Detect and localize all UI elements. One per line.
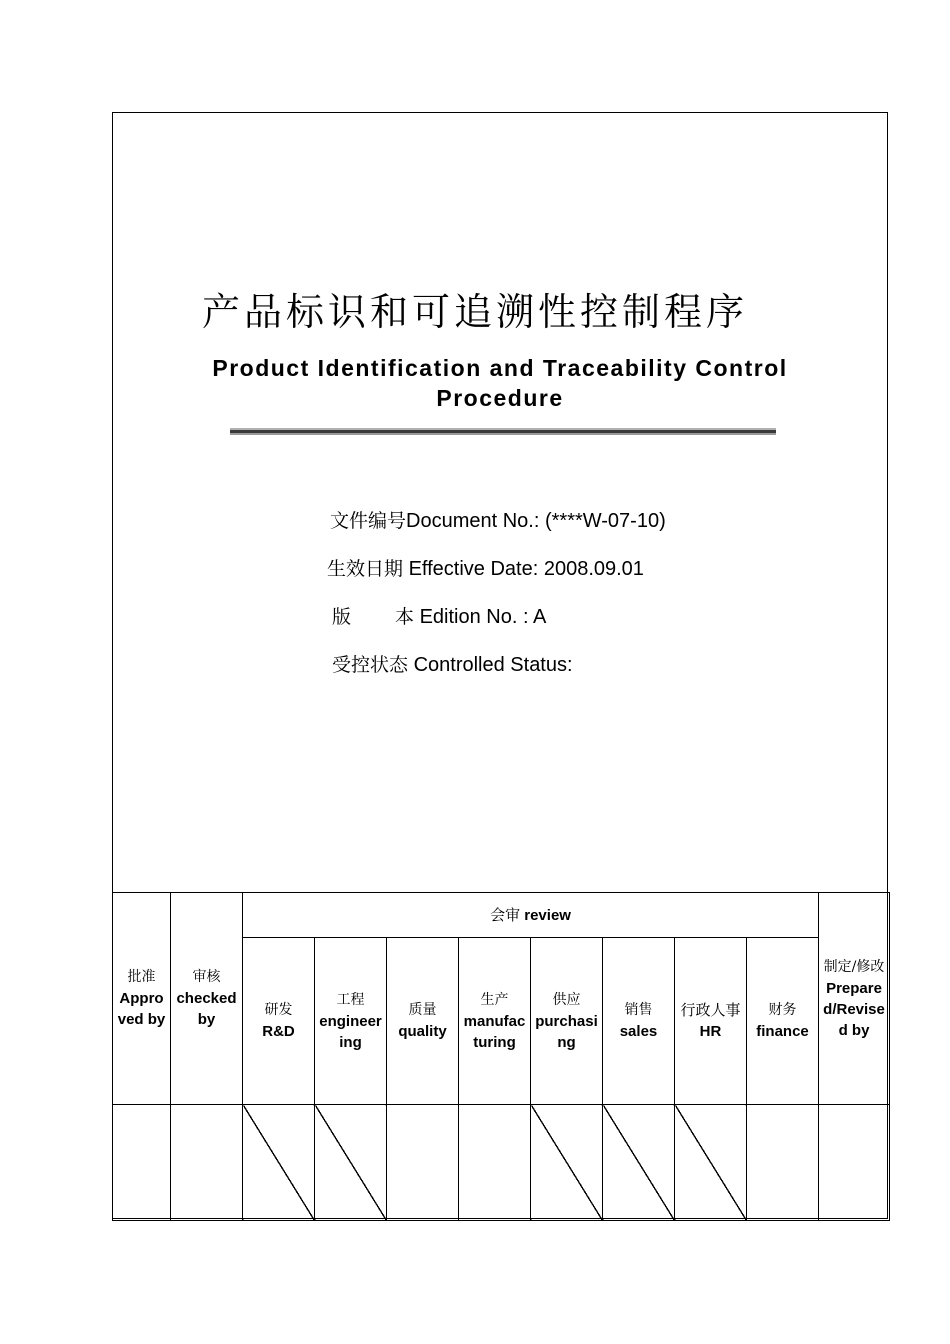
edition-label-char2: 本 [395,606,415,628]
sales-signature-cell-crossed [603,1105,675,1221]
controlled-status-line [332,652,573,678]
rd-signature-cell-crossed [243,1105,315,1221]
dept-quality-header: 质量 quality [387,938,459,1105]
edition-line [332,604,546,630]
dept-finance-header: 财务 finance [747,938,819,1105]
dept-engineering-header: 工程 engineering [315,938,387,1105]
controlled-status-label: 受控状态 [332,654,409,676]
edition-value: Edition No. : A [414,606,547,628]
dept-hr-header: 行政人事 HR [675,938,747,1105]
hr-signature-cell-crossed [675,1105,747,1221]
prepared-by-header: 制定/修改 Prepared/Revised by [819,893,890,1105]
signoff-table [112,892,890,1221]
review-header: 会审 review [243,893,819,938]
edition-label-char1: 版 [332,606,352,628]
engineering-signature-cell-crossed [315,1105,387,1221]
controlled-status-value: Controlled Status: [408,654,573,676]
document-number-label: 文件编号 [330,510,407,532]
approved-signature-cell[interactable] [113,1105,171,1221]
document-number-line [330,508,666,534]
checked-signature-cell[interactable] [171,1105,243,1221]
dept-sales-header: 销售 sales [603,938,675,1105]
document-title-english: Product Identification and Traceability Control Procedure [212,355,788,411]
dept-rd-header: 研发 R&D [243,938,315,1105]
document-number-value: Document No.: (****W-07-10) [406,510,666,532]
effective-date-line [327,556,644,582]
dept-manufacturing-header: 生产 manufacturing [459,938,531,1105]
purchasing-signature-cell-crossed [531,1105,603,1221]
quality-signature-cell[interactable] [387,1105,459,1221]
effective-date-value: Effective Date: 2008.09.01 [403,558,644,580]
checked-by-header: 审核 checked by [171,893,243,1105]
manufacturing-signature-cell[interactable] [459,1105,531,1221]
prepared-signature-cell[interactable] [819,1105,890,1221]
document-title-chinese: 产品标识和可追溯性控制程序 [201,290,748,334]
approved-by-header: 批准 Approved by [113,893,171,1105]
finance-signature-cell[interactable] [747,1105,819,1221]
dept-purchasing-header: 供应 purchasing [531,938,603,1105]
effective-date-label: 生效日期 [327,558,404,580]
title-divider [230,428,776,435]
